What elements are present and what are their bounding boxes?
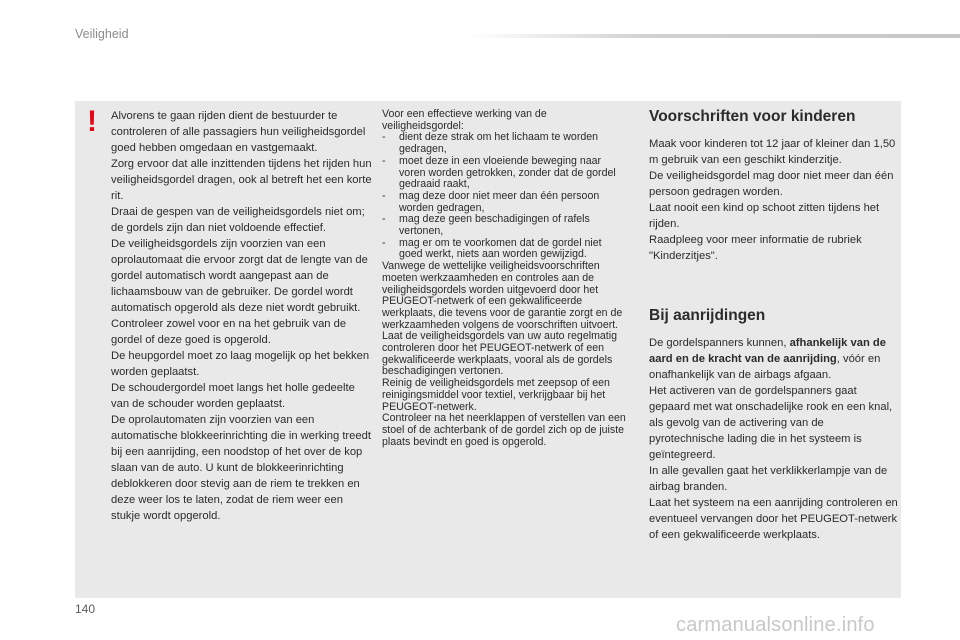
children-heading: Voorschriften voor kinderen: [649, 108, 856, 125]
section-title: Veiligheid: [75, 27, 129, 41]
list-item: - moet deze in een vloeiende beweging naar voren worden getrokken, zonder dat de gordel gedraaid raakt,: [382, 154, 616, 191]
warning-paragraph: De veiligheidsgordels zijn voorzien van een oprolautomaat die ervoor zorgt dat de lengte van de gordel automatisch wordt aangepast aan de lichaamsbouw van de gebruiker. De gordel wordt automatisch opgerold als deze niet wordt gebruikt.: [111, 238, 368, 314]
effective-list: [382, 132, 627, 261]
effective-paragraph: Vanwege de wettelijke veiligheidsvoorschriften moeten werkzaamheden en controles aan de veiligheidsgordels worden uitgevoerd door het PEUGEOT-netwerk of een gekwalificeerde werkplaats, die tevens voor de garantie zorgt en de werkzaamheden volgens de voorschriften uitvoert.: [382, 260, 623, 331]
children-paragraph: Raadpleeg voor meer informatie de rubriek "Kinderzitjes".: [649, 234, 862, 262]
collision-paragraph: In alle gevallen gaat het verklikkerlampje van de airbag branden.: [649, 465, 888, 493]
warning-paragraph: De heupgordel moet zo laag mogelijk op het bekken worden geplaatst.: [111, 350, 370, 378]
warning-paragraph: De schoudergordel moet langs het holle gedeelte van de schouder worden geplaatst.: [111, 382, 355, 410]
effective-intro: Voor een effectieve werking van de veiligheidsgordel:: [382, 108, 547, 132]
collision-paragraph: Laat het systeem na een aanrijding controleren en eventueel vervangen door het PEUGEOT-netwerk of een gekwalificeerde werkplaats.: [649, 497, 898, 541]
effective-paragraph: Controleer na het neerklappen of verstellen van een stoel of de achterbank of de gordel zich op de juiste plaats bevindt en goed is opgerold.: [382, 412, 626, 448]
warning-column-1: [111, 108, 373, 524]
warning-column-2: [382, 109, 627, 448]
children-paragraph: De veiligheidsgordel mag door niet meer dan één persoon gedragen worden.: [649, 170, 894, 198]
list-item: - mag deze door niet meer dan één persoon worden gedragen,: [382, 189, 600, 214]
list-item: - dient deze strak om het lichaam te worden gedragen,: [382, 131, 599, 156]
exclamation-icon: !: [87, 105, 97, 138]
warning-paragraph: De oprolautomaten zijn voorzien van een automatische blokkeerinrichting die in werking treedt bij een aanrijding, een noodstop of het over de kop slaan van de auto. U kunt de blokkeerinrichting deblokkeren door stevig aan de riem te trekken en deze weer los te laten, zodat de riem weer een stukje wordt opgerold.: [111, 414, 371, 522]
children-paragraph: Maak voor kinderen tot 12 jaar of kleiner dan 1,50 m gebruik van een geschikt kinderzitje.: [649, 138, 896, 166]
warning-paragraph: Controleer zowel voor en na het gebruik van de gordel of deze goed is opgerold.: [111, 318, 347, 346]
warning-paragraph: Alvorens te gaan rijden dient de bestuurder te controleren of alle passagiers hun veiligheidsgordel goed hebben omgedaan en vastgemaakt.: [111, 110, 366, 154]
watermark: carmanualsonline.info: [676, 614, 875, 636]
effective-paragraph: Reinig de veiligheidsgordels met zeepsop of een reinigingsmiddel voor textiel, verkrijgbaar bij het PEUGEOT-netwerk.: [382, 377, 610, 413]
warning-paragraph: Zorg ervoor dat alle inzittenden tijdens het rijden hun veiligheidsgordel dragen, ook al betreft het een korte rit.: [111, 158, 372, 202]
info-column: [649, 107, 899, 543]
children-paragraph: Laat nooit een kind op schoot zitten tijdens het rijden.: [649, 202, 880, 230]
list-item: - mag er om te voorkomen dat de gordel niet goed werkt, niets aan worden gewijzigd.: [382, 236, 602, 261]
collision-paragraph: Het activeren van de gordelspanners gaat gepaard met wat onschadelijke rook en een knal, als gevolg van de activering van de pyrotechnische lading die in het systeem is geïntegreerd.: [649, 385, 893, 461]
list-item: - mag deze geen beschadigingen of rafels vertonen,: [382, 213, 590, 238]
header-divider: [470, 34, 960, 38]
collision-lead: De gordelspanners kunnen, afhankelijk van de aard en de kracht van de aanrijding, vóór en onafhankelijk van de airbags afgaan.: [649, 337, 886, 381]
collision-lead-bold: afhankelijk van de aard en de kracht van de aanrijding: [649, 337, 886, 365]
effective-paragraph: Laat de veiligheidsgordels van uw auto regelmatig controleren door het PEUGEOT-netwerk of een gekwalificeerde werkplaats, vooral als de gordels beschadigingen vertonen.: [382, 330, 617, 378]
page-number: 140: [75, 602, 96, 616]
warning-paragraph: Draai de gespen van de veiligheidsgordels niet om; de gordels zijn dan niet voldoende effectief.: [111, 206, 365, 234]
collision-heading: Bij aanrijdingen: [649, 307, 766, 324]
